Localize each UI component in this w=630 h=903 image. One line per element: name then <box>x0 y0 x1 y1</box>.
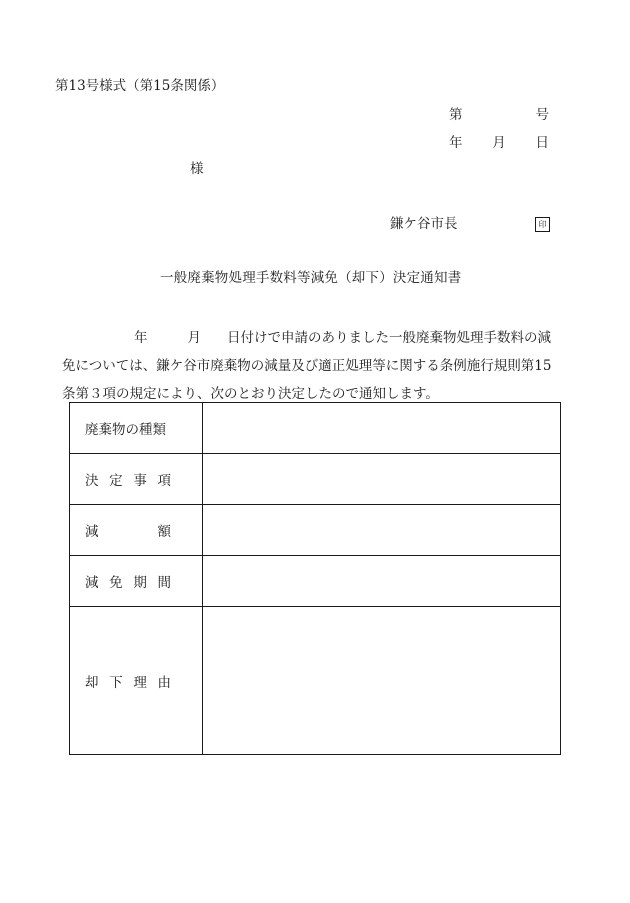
decision-field[interactable] <box>203 454 561 505</box>
body-line-1 <box>62 324 570 352</box>
exemption-period-label <box>70 556 203 607</box>
reduction-amount-label <box>70 505 203 556</box>
table-row <box>70 556 561 607</box>
body-year: 年 <box>134 330 148 346</box>
label-char: 減 <box>85 575 99 591</box>
issue-date-year: 年 <box>449 135 463 151</box>
body-line-2: 免については、鎌ケ谷市廃棄物の減量及び適正処理等に関する条例施行規則第15 <box>62 358 552 374</box>
table-row <box>70 403 561 454</box>
issue-date-day: 日 <box>535 135 549 151</box>
label-char: 免 <box>109 575 123 591</box>
label-char: 期 <box>133 575 147 591</box>
body-line-3: 条第３項の規定により、次のとおり決定したので通知します。 <box>62 386 439 402</box>
label-char: 項 <box>157 473 171 489</box>
body-month: 月 <box>187 330 201 346</box>
body-text <box>62 324 570 408</box>
label-char: 事 <box>133 473 147 489</box>
rejection-reason-label <box>70 607 203 755</box>
addressee-honorific: 様 <box>190 161 204 177</box>
waste-type-field[interactable] <box>203 403 561 454</box>
table-row <box>70 505 561 556</box>
label-char: 決 <box>85 473 99 489</box>
form-number: 第13号様式（第15条関係） <box>55 78 225 94</box>
issuer-name: 鎌ケ谷市長 <box>390 216 458 232</box>
exemption-period-field[interactable] <box>203 556 561 607</box>
label-char: 減 <box>85 524 99 540</box>
label-char: 理 <box>133 674 147 691</box>
issue-date <box>449 137 549 151</box>
issuer <box>390 218 550 233</box>
seal-mark: 印 <box>535 217 550 232</box>
table-row <box>70 607 561 755</box>
label-char: 由 <box>157 674 171 691</box>
label-char: 定 <box>109 473 123 489</box>
reduction-amount-field[interactable] <box>203 505 561 556</box>
issue-date-month: 月 <box>492 135 506 151</box>
body-line-1-text: 日付けで申請のありました一般廃棄物処理手数料の減 <box>227 330 551 346</box>
rejection-reason-field[interactable] <box>203 607 561 755</box>
label-char: 却 <box>85 674 99 691</box>
label-char: 下 <box>109 674 123 691</box>
table-row <box>70 454 561 505</box>
waste-type-label <box>70 403 203 454</box>
label-char: 間 <box>157 575 171 591</box>
document-number <box>449 109 549 123</box>
waste-type-label-text: 廃棄物の種類 <box>85 422 166 438</box>
document-number-suffix: 号 <box>535 107 549 123</box>
details-table <box>69 402 561 755</box>
decision-label <box>70 454 203 505</box>
label-char: 額 <box>157 524 171 540</box>
document-title: 一般廃棄物処理手数料等減免（却下）決定通知書 <box>160 270 462 286</box>
document-number-prefix: 第 <box>449 107 463 123</box>
